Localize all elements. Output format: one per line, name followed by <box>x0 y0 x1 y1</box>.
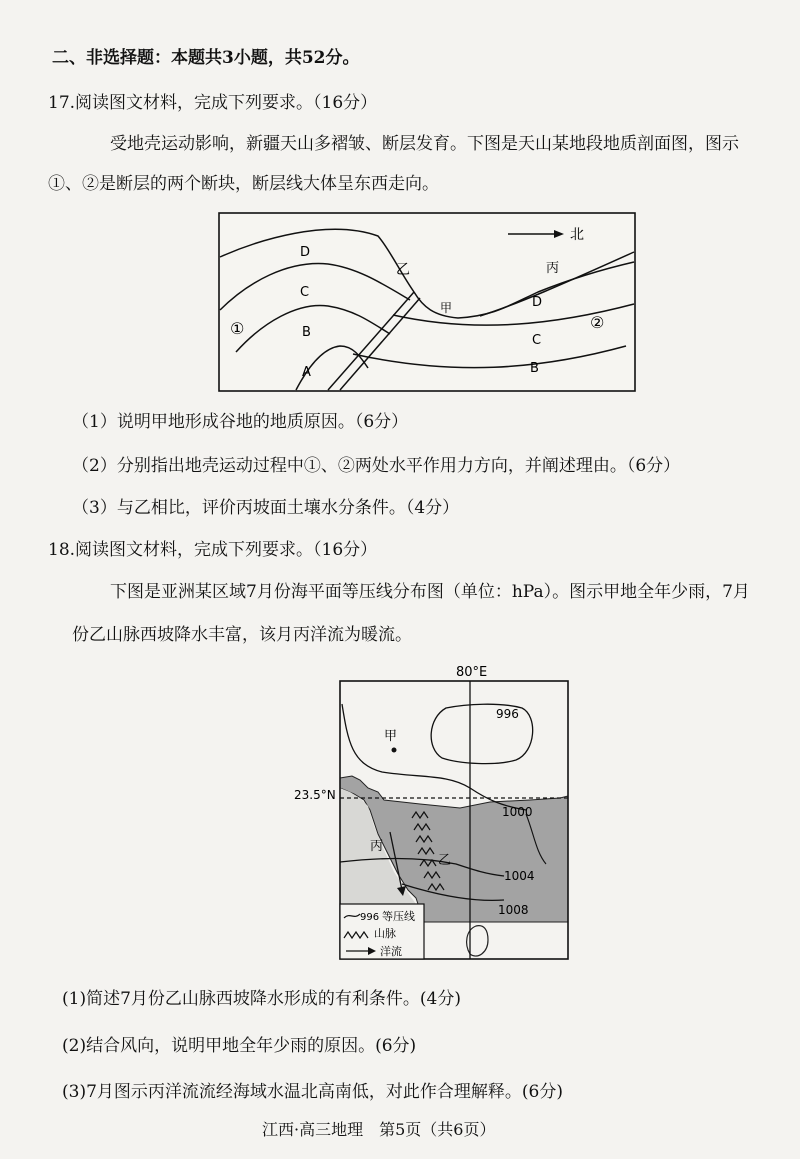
isobar-map <box>290 664 580 960</box>
jia-dot <box>392 748 397 753</box>
q17-sub3: （3）与乙相比，评价丙坡面土壤水分条件。（4分） <box>72 498 460 518</box>
q17-stem: 17.阅读图文材料，完成下列要求。（16分） <box>48 93 378 113</box>
q18-sub1: (1)简述7月份乙山脉西坡降水形成的有利条件。(4分) <box>62 989 461 1009</box>
layer-label-d-right: D <box>532 295 543 310</box>
north-label: 北 <box>570 227 584 243</box>
layer-label-a: A <box>302 365 311 380</box>
place-yi: 乙 <box>396 262 410 278</box>
q17-sub1: （1）说明甲地形成谷地的地质原因。（6分） <box>72 412 409 432</box>
legend-current: 洋流 <box>380 945 402 958</box>
layer-label-b: B <box>302 325 311 340</box>
layer-label-c-right: C <box>532 333 542 348</box>
isobar-1008-label: 1008 <box>498 903 529 917</box>
section-heading: 二、非选择题：本题共3小题，共52分。 <box>52 48 360 68</box>
map-place-bing: 丙 <box>370 839 384 854</box>
q17-material-line1: 受地壳运动影响，新疆天山多褶皱、断层发育。下图是天山某地段地质剖面图，图示 <box>110 134 739 154</box>
isobar-996-label: 996 <box>496 707 519 721</box>
latitude-label: 23.5°N <box>294 788 336 802</box>
legend-mountain: 山脉 <box>374 927 396 940</box>
q18-sub2: (2)结合风向，说明甲地全年少雨的原因。(6分) <box>62 1036 417 1056</box>
block-1: ① <box>230 319 245 338</box>
isobar-1000-label: 1000 <box>502 805 533 819</box>
legend-isobar-sample: 996 <box>360 912 380 923</box>
map-place-yi: 乙 <box>438 853 452 868</box>
place-bing: 丙 <box>546 261 560 276</box>
longitude-label: 80°E <box>456 665 488 680</box>
block-2: ② <box>590 313 605 332</box>
layer-label-d: D <box>300 245 311 260</box>
q17-sub2: （2）分别指出地壳运动过程中①、②两处水平作用力方向，并阐述理由。（6分） <box>72 456 681 476</box>
geologic-cross-section <box>218 212 636 392</box>
isobar-1004-label: 1004 <box>504 869 535 883</box>
layer-label-c: C <box>300 285 310 300</box>
page-footer: 江西·高三地理 第5页（共6页） <box>262 1120 496 1139</box>
q18-stem: 18.阅读图文材料，完成下列要求。（16分） <box>48 540 378 560</box>
place-jia: 甲 <box>440 301 453 315</box>
q18-sub3: (3)7月图示丙洋流流经海域水温北高南低，对此作合理解释。(6分) <box>62 1082 563 1102</box>
q18-material-line1: 下图是亚洲某区域7月份海平面等压线分布图（单位：hPa）。图示甲地全年少雨，7月 <box>110 582 750 602</box>
q18-material-line2: 份乙山脉西坡降水丰富，该月丙洋流为暖流。 <box>72 625 412 645</box>
layer-label-b-right: B <box>530 361 539 376</box>
legend-isobar: 等压线 <box>382 910 415 923</box>
map-place-jia: 甲 <box>384 729 398 744</box>
q17-material-line2: ①、②是断层的两个断块，断层线大体呈东西走向。 <box>48 174 439 194</box>
